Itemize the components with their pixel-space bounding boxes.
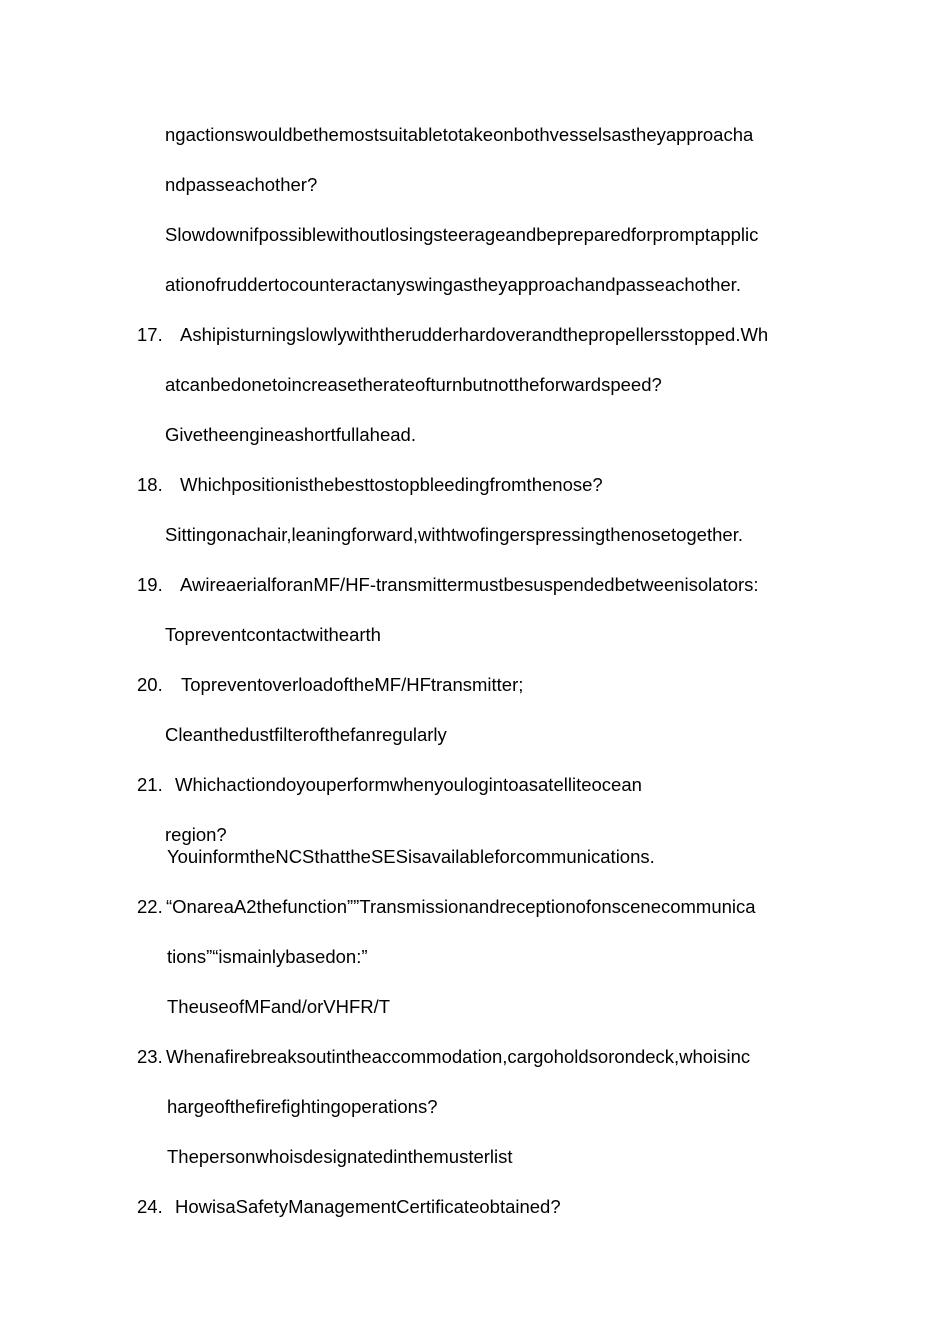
question-21-text-cont: region? [165,824,227,845]
question-number-22: 22. [137,896,163,917]
question-21-text: Whichactiondoyouperformwhenyoulogintoasatelliteocean [175,774,642,795]
answer-22: TheuseofMFand/orVHFR/T [167,996,391,1017]
question-number-18: 18. [137,474,163,495]
question-22-text-cont: tions”“ismainlybasedon:” [167,946,368,967]
answer-21: YouinformtheNCSthattheSESisavailableforcommunications. [167,846,655,867]
answer-23: Thepersonwhoisdesignatedinthemusterlist [167,1146,513,1167]
question-19-text: AwireaerialforanMF/HF-transmittermustbesuspendedbetweenisolators: [180,574,759,595]
text-line: ngactionswouldbethemostsuitabletotakeonbothvesselsastheyapproacha [165,124,754,145]
question-17-text: Ashipisturningslowlywiththerudderhardoverandthepropellersstopped.Wh [180,324,769,345]
text-line: ndpasseachother? [165,174,318,195]
question-18-text: Whichpositionisthebesttostopbleedingfromthenose? [180,474,603,495]
question-number-23: 23. [137,1046,163,1067]
question-number-20: 20. [137,674,163,695]
answer-17: Givetheengineashortfullahead. [165,424,416,445]
answer-19: Topreventcontactwithearth [165,624,381,645]
answer-line: Slowdownifpossiblewithoutlosingsteerageandbepreparedforpromptapplic [165,224,759,245]
question-number-21: 21. [137,774,163,795]
question-number-17: 17. [137,324,163,345]
question-24-text: HowisaSafetyManagementCertificateobtained? [175,1196,561,1217]
answer-line: ationofruddertocounteractanyswingastheyapproachandpasseachother. [165,274,741,295]
question-20-text: TopreventoverloadoftheMF/HFtransmitter; [181,674,524,695]
question-23-text: Whenafirebreaksoutintheaccommodation,cargoholdsorondeck,whoisinc [166,1046,751,1067]
answer-20: Cleanthedustfilterofthefanregularly [165,724,447,745]
question-number-19: 19. [137,574,163,595]
question-17-text-cont: atcanbedonetoincreasetherateofturnbutnottheforwardspeed? [165,374,662,395]
question-number-24: 24. [137,1196,163,1217]
question-22-text: “OnareaA2thefunction””Transmissionandreceptionofonscenecommunica [166,896,756,917]
question-23-text-cont: hargeofthefirefightingoperations? [167,1096,438,1117]
answer-18: Sittingonachair,leaningforward,withtwofingerspressingthenosetogether. [165,524,743,545]
